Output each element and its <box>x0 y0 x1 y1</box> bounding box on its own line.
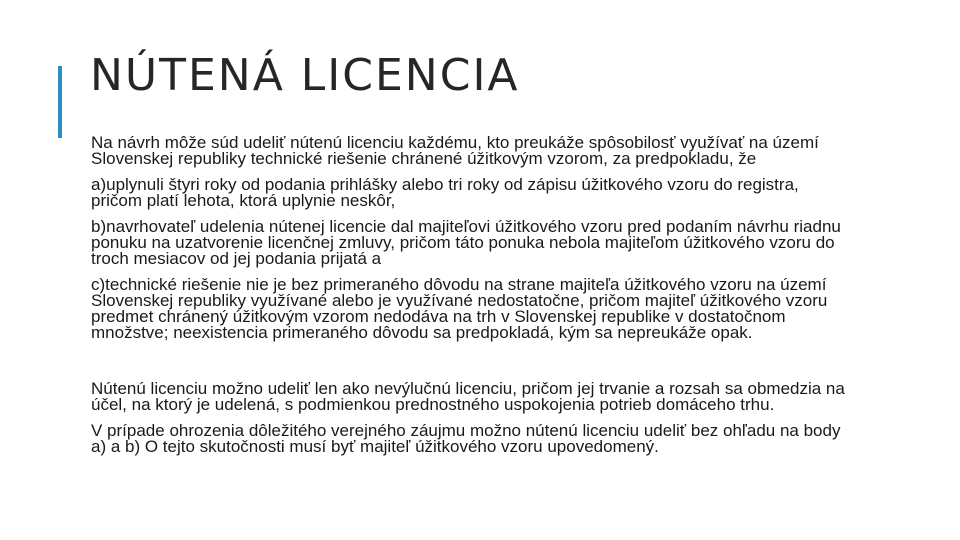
slide-title: NÚTENÁ LICENCIA <box>90 50 520 101</box>
paragraph-intro: Na návrh môže súd udeliť nútenú licenciu každému, kto preukáže spôsobilosť využívať na území Slovenskej republiky technické riešenie chránené úžitkovým vzorom, za predpokladu, že <box>91 133 819 168</box>
slide-body <box>91 135 851 465</box>
paragraph-condition-c: c)technické riešenie nie je bez primeraného dôvodu na strane majiteľa úžitkového vzoru na území Slovenskej republiky využívané alebo je využívané nedostatočne, pričom majiteľ úžitkového vzoru predmet chránený úžitkovým vzorom nedodáva na trh v Slovenskej republike v dostatočnom množstve; neexistencia primeraného dôvodu sa predpokladá, kým sa nepreukáže opak. <box>91 275 828 342</box>
title-accent-bar <box>58 66 62 138</box>
paragraph-public-interest: V prípade ohrozenia dôležitého verejného záujmu možno nútenú licenciu udeliť bez ohľadu na body a) a b) O tejto skutočnosti musí byť majiteľ úžitkového vzoru upovedomený. <box>91 421 841 456</box>
paragraph-non-exclusive: Nútenú licenciu možno udeliť len ako nevýlučnú licenciu, pričom jej trvanie a rozsah sa obmedzia na účel, na ktorý je udelená, s podmienkou prednostného uspokojenia potrieb domáceho trhu. <box>91 379 845 414</box>
paragraph-condition-a: a)uplynuli štyri roky od podania prihlášky alebo tri roky od zápisu úžitkového vzoru do registra, pričom platí lehota, ktorá uplynie neskôr, <box>91 175 799 210</box>
paragraph-condition-b: b)navrhovateľ udelenia nútenej licencie dal majiteľovi úžitkového vzoru pred podaním návrhu riadnu ponuku na uzatvorenie licenčnej zmluvy, pričom táto ponuka nebola majiteľom úžitkového vzoru do troch mesiacov od jej podania prijatá a <box>91 217 841 268</box>
